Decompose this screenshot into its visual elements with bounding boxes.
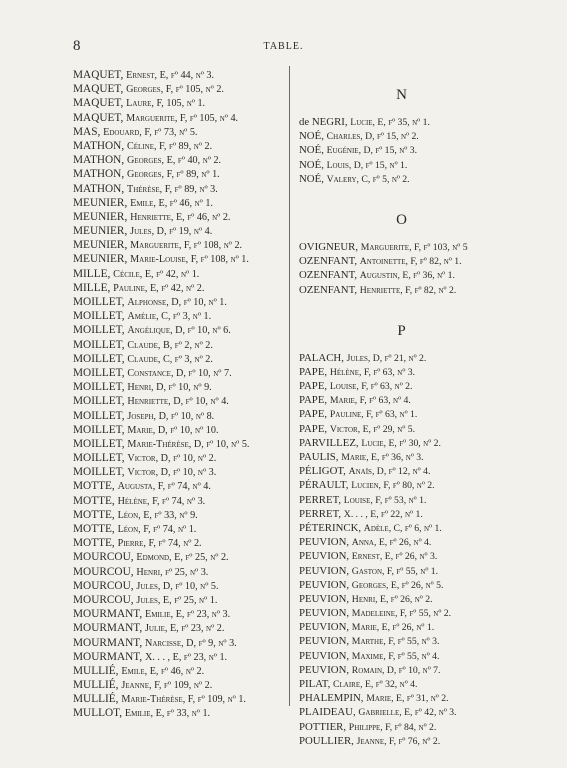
index-entry xyxy=(299,677,544,691)
entry-details: Anaïs, D, fº 12, nº 4. xyxy=(348,466,431,478)
index-entry xyxy=(299,365,544,379)
entry-details: Léon, F, fº 74, nº 1. xyxy=(117,524,197,535)
entry-surname: MOILLET, xyxy=(73,310,125,323)
index-entry xyxy=(73,593,283,607)
entry-details: Léon, E, fº 33, nº 9. xyxy=(117,509,198,521)
index-entry xyxy=(299,521,544,535)
entry-details: Victor, E, fº 29, nº 5. xyxy=(329,423,416,435)
section-p-entries xyxy=(299,351,544,748)
index-entry xyxy=(73,536,283,550)
entry-surname: MATHON, xyxy=(73,182,125,195)
index-entry xyxy=(299,158,544,172)
entry-details: Georges, E, fº 26, nº 5. xyxy=(351,579,444,591)
index-entry xyxy=(73,167,283,181)
index-entry xyxy=(299,436,544,450)
index-entry xyxy=(299,649,544,663)
entry-surname: NOÉ, xyxy=(299,130,324,143)
entry-details: Cécile, E, fº 42, nº 1. xyxy=(113,268,200,280)
entry-surname: MOTTE, xyxy=(73,480,115,493)
entry-details: Constance, D, fº 10, nº 7. xyxy=(127,367,232,379)
index-entry xyxy=(73,579,283,593)
entry-surname: MULLIÉ, xyxy=(73,679,119,692)
entry-surname: MAS, xyxy=(73,125,101,138)
entry-details: Marthe, F, fº 55, nº 3. xyxy=(351,636,440,648)
entry-details: Emilie, E, fº 23, nº 3. xyxy=(144,609,231,621)
entry-surname: NOÉ, xyxy=(299,172,324,185)
entry-details: Jules, D, fº 10, nº 5. xyxy=(136,580,219,592)
index-entry xyxy=(73,338,283,352)
index-entry xyxy=(73,409,283,423)
index-entry xyxy=(299,143,544,157)
entry-details: Jules, D, fº 19, nº 4. xyxy=(130,226,213,238)
entry-details: Lucie, E, fº 35, nº 1. xyxy=(350,117,430,128)
entry-details: Henri, D, fº 10, nº 9. xyxy=(127,382,212,394)
entry-details: Louise, F, fº 63, nº 2. xyxy=(329,381,413,393)
index-entry xyxy=(299,379,544,393)
entry-surname: PEUVION, xyxy=(299,564,350,577)
entry-surname: MOILLET, xyxy=(73,296,125,308)
index-entry xyxy=(73,281,283,295)
entry-details: Marie-Louise, F, fº 108, nº 1. xyxy=(130,254,249,266)
index-entry xyxy=(73,678,283,692)
entry-surname: MEUNIER, xyxy=(73,225,128,238)
index-entry xyxy=(299,407,544,421)
right-column xyxy=(299,68,544,748)
index-entry xyxy=(299,268,544,282)
index-entry xyxy=(299,283,544,297)
entry-surname: MOTTE, xyxy=(73,508,115,521)
index-entry xyxy=(299,393,544,407)
entry-details: Lucien, F, fº 80, nº 2. xyxy=(351,480,435,492)
entry-details: Joseph, D, fº 10, nº 8. xyxy=(127,410,215,422)
entry-details: Marguerite, F, fº 105, nº 4. xyxy=(126,112,239,124)
entry-surname: PEUVION, xyxy=(299,635,350,648)
entry-surname: MULLOT, xyxy=(73,707,123,720)
index-entry xyxy=(73,267,283,281)
index-entry xyxy=(299,464,544,478)
entry-surname: PILAT, xyxy=(299,678,331,690)
entry-details: Louis, D, fº 15, nº 1. xyxy=(326,159,408,171)
entry-details: Gabrielle, E, fº 42, nº 3. xyxy=(358,707,457,719)
index-entry xyxy=(73,366,283,380)
entry-surname: PHALEMPIN, xyxy=(299,692,364,705)
entry-details: Alphonse, D, fº 10, nº 1. xyxy=(127,297,227,308)
entry-surname: PÉRAULT, xyxy=(299,479,349,492)
entry-surname: MOILLET, xyxy=(73,338,125,351)
entry-details: Jules, D, fº 21, nº 2. xyxy=(346,352,427,364)
entry-details: Amélie, C, fº 3, nº 1. xyxy=(127,311,212,323)
entry-surname: OZENFANT, xyxy=(299,269,358,282)
entry-surname: MOILLET, xyxy=(73,423,125,436)
entry-details: Henri, fº 25, nº 3. xyxy=(136,566,209,578)
left-column xyxy=(73,68,283,721)
entry-surname: MILLE, xyxy=(73,267,111,280)
entry-surname: MEUNIER, xyxy=(73,210,128,223)
index-entry xyxy=(73,309,283,323)
entry-details: Georges, F, fº 105, nº 2. xyxy=(126,84,224,96)
page-number: 8 xyxy=(73,38,81,54)
entry-surname: OZENFANT, xyxy=(299,283,358,296)
index-entry xyxy=(299,422,544,436)
entry-surname: PÉTERINCK, xyxy=(299,521,362,534)
entry-details: Narcisse, D, fº 9, nº 3. xyxy=(144,637,237,649)
entry-surname: PAPE, xyxy=(299,394,328,407)
index-entry xyxy=(73,437,283,451)
entry-details: Marie-Thérèse, F, fº 109, nº 1. xyxy=(121,694,246,706)
entry-details: Hélène, F, fº 74, nº 3. xyxy=(117,495,206,507)
entry-surname: MOURCOU, xyxy=(73,593,134,606)
index-entry xyxy=(299,351,544,365)
entry-surname: OZENFANT, xyxy=(299,255,358,268)
entry-surname: MATHON, xyxy=(73,154,125,167)
entry-surname: MOILLET, xyxy=(73,395,125,408)
entry-surname: MOTTE, xyxy=(73,494,115,507)
entry-details: Louise, F, fº 53, nº 1. xyxy=(343,494,427,506)
index-entry xyxy=(73,82,283,96)
entry-surname: PEUVION, xyxy=(299,592,350,605)
index-entry xyxy=(299,450,544,464)
entry-details: Anna, E, fº 26, nº 4. xyxy=(351,537,432,549)
index-entry xyxy=(299,535,544,549)
index-entry xyxy=(73,153,283,167)
entry-surname: MOTTE, xyxy=(73,523,115,535)
entry-surname: MOURMANT, xyxy=(73,608,143,621)
entry-surname: MEUNIER, xyxy=(73,196,128,209)
entry-details: Céline, F, fº 89, nº 2. xyxy=(126,140,213,152)
index-entry xyxy=(299,493,544,507)
entry-details: Gaston, F, fº 55, nº 1. xyxy=(351,565,439,577)
entry-surname: PEUVION, xyxy=(299,621,350,634)
entry-details: Claire, E, fº 32, nº 4. xyxy=(333,679,418,690)
section-o-entries xyxy=(299,240,544,297)
entry-surname: MOILLET, xyxy=(73,366,125,379)
entry-surname: PAPE, xyxy=(299,365,328,378)
entry-details: Madeleine, F, fº 55, nº 2. xyxy=(351,608,452,620)
index-entry xyxy=(299,606,544,620)
entry-surname: MATHON, xyxy=(73,168,125,181)
entry-details: Valery, C, fº 5, nº 2. xyxy=(326,173,410,185)
index-entry xyxy=(73,692,283,706)
entry-details: Emile, E, fº 46, nº 2. xyxy=(121,665,205,677)
index-entry xyxy=(299,129,544,143)
entry-surname: PAPE, xyxy=(299,380,328,393)
entry-details: Claude, C, fº 3, nº 2. xyxy=(127,353,213,365)
entry-details: Marie, D, fº 10, nº 10. xyxy=(127,424,219,436)
entry-surname: MEUNIER, xyxy=(73,239,128,252)
entry-details: Edouard, F, fº 73, nº 5. xyxy=(103,126,198,138)
index-entry xyxy=(73,650,283,664)
index-entry xyxy=(299,549,544,563)
entry-surname: MOURCOU, xyxy=(73,551,134,564)
index-entry xyxy=(299,734,544,748)
entry-details: Marguerite, F, fº 108, nº 2. xyxy=(130,240,243,252)
section-letter-o: O xyxy=(396,211,407,228)
entry-details: Marie, E, fº 26, nº 1. xyxy=(351,622,435,634)
entry-details: Marie, E, fº 31, nº 2. xyxy=(366,693,449,705)
index-entry xyxy=(299,172,544,186)
entry-details: Marie, E, fº 36, nº 3. xyxy=(341,452,424,463)
entry-details: Georges, E, fº 40, nº 2. xyxy=(126,155,222,167)
index-entry xyxy=(73,125,283,139)
index-entry xyxy=(73,196,283,210)
entry-details: Thérèse, F, fº 89, nº 3. xyxy=(126,183,218,195)
index-entry xyxy=(73,565,283,579)
entry-surname: PEUVION, xyxy=(299,536,350,549)
index-entry xyxy=(73,508,283,522)
section-letter-p: P xyxy=(397,322,406,339)
entry-surname: POTTIER, xyxy=(299,720,347,733)
entry-details: Victor, D, fº 10, nº 3. xyxy=(127,467,217,479)
entry-surname: MAQUET, xyxy=(73,69,124,81)
entry-details: Henriette, F, fº 82, nº 2. xyxy=(359,284,457,296)
entry-details: Jules, E, fº 25, nº 1. xyxy=(136,594,218,606)
entry-surname: MATHON, xyxy=(73,139,125,152)
index-entry xyxy=(73,182,283,196)
entry-details: Pauline, E, fº 42, nº 2. xyxy=(113,282,205,294)
index-entry xyxy=(299,507,544,521)
entry-details: Emilie, E, fº 33, nº 1. xyxy=(124,708,211,720)
entry-details: Ernest, E, fº 44, nº 3. xyxy=(126,70,215,81)
index-entry xyxy=(73,111,283,125)
entry-surname: PÉLIGOT, xyxy=(299,465,346,478)
index-entry xyxy=(73,238,283,252)
entry-details: Henri, E, fº 26, nº 2. xyxy=(351,593,433,605)
entry-surname: MOURCOU, xyxy=(73,579,134,592)
entry-surname: MOILLET, xyxy=(73,437,125,450)
entry-surname: PAPE, xyxy=(299,422,328,435)
index-entry xyxy=(299,720,544,734)
entry-details: Augusta, F, fº 74, nº 4. xyxy=(117,481,211,493)
entry-details: Marie, F, fº 63, nº 4. xyxy=(329,395,411,407)
index-entry xyxy=(73,295,283,309)
entry-details: Edmond, E, fº 25, nº 2. xyxy=(136,552,229,564)
index-entry xyxy=(73,352,283,366)
entry-details: X. . . , E, fº 23, nº 1. xyxy=(144,651,228,663)
index-entry xyxy=(299,478,544,492)
entry-details: Ernest, E, fº 26, nº 3. xyxy=(351,551,438,563)
index-entry xyxy=(73,380,283,394)
entry-surname: PARVILLEZ, xyxy=(299,436,359,449)
entry-surname: MOILLET, xyxy=(73,409,125,422)
entry-details: Emile, E, fº 46, nº 1. xyxy=(130,197,213,209)
entry-surname: PEUVION, xyxy=(299,663,350,676)
index-entry xyxy=(73,479,283,493)
entry-details: Henriette, E, fº 46, nº 2. xyxy=(130,211,231,223)
entry-details: Pauline, F, fº 63, nº 1. xyxy=(329,409,418,421)
entry-details: Pierre, F, fº 74, nº 2. xyxy=(117,538,202,550)
entry-surname: MOURCOU, xyxy=(73,565,134,578)
index-entry xyxy=(73,621,283,635)
index-entry xyxy=(73,465,283,479)
index-entry xyxy=(299,663,544,677)
entry-surname: PEUVION, xyxy=(299,649,350,662)
entry-surname: MULLIÉ, xyxy=(73,693,119,706)
entry-details: Charles, D, fº 15, nº 2. xyxy=(326,131,419,143)
index-entry xyxy=(73,522,283,536)
entry-details: Lucie, E, fº 30, nº 2. xyxy=(361,437,441,449)
entry-surname: PERRET, xyxy=(299,507,342,520)
entry-surname: PEUVION, xyxy=(299,578,350,591)
index-entry xyxy=(299,254,544,268)
entry-details: Victor, D, fº 10, nº 2. xyxy=(127,453,217,465)
index-entry xyxy=(299,634,544,648)
index-entry xyxy=(299,240,544,254)
entry-details: Laure, F, 105, nº 1. xyxy=(126,98,206,110)
entry-details: Maxime, F, fº 55, nº 4. xyxy=(351,650,440,662)
index-entry xyxy=(73,607,283,621)
entry-surname: MOILLET, xyxy=(73,381,125,394)
index-entry xyxy=(73,550,283,564)
entry-surname: MAQUET, xyxy=(73,83,124,96)
entry-surname: MOURMANT, xyxy=(73,650,143,663)
entry-surname: PALACH, xyxy=(299,351,344,364)
index-entry xyxy=(299,564,544,578)
entry-surname: OVIGNEUR, xyxy=(299,240,359,253)
entry-details: Julie, E, fº 23, nº 2. xyxy=(144,623,225,635)
entry-surname: MOURMANT, xyxy=(73,636,143,649)
index-entry xyxy=(73,636,283,650)
entry-details: Angélique, D, fº 10, nº 6. xyxy=(127,325,231,337)
entry-details: Georges, F, fº 89, nº 1. xyxy=(126,169,220,181)
entry-surname: de NEGRI, xyxy=(299,116,348,128)
entry-details: Philippe, F, fº 84, nº 2. xyxy=(348,721,437,733)
entry-surname: MILLE, xyxy=(73,281,111,294)
index-entry xyxy=(299,705,544,719)
index-entry xyxy=(299,115,544,129)
entry-details: Eugénie, D, fº 15, nº 3. xyxy=(326,145,418,157)
entry-surname: MEUNIER, xyxy=(73,253,128,266)
index-entry xyxy=(73,139,283,153)
entry-details: X. . . , E, fº 22, nº 1. xyxy=(343,508,423,520)
entry-surname: PEUVION, xyxy=(299,607,350,620)
entry-surname: PAPE, xyxy=(299,408,328,421)
entry-details: Jeanne, F, fº 109, nº 2. xyxy=(121,680,213,692)
index-entry xyxy=(73,323,283,337)
index-entry xyxy=(73,706,283,720)
section-letter-n: N xyxy=(396,87,407,103)
index-entry xyxy=(299,620,544,634)
entry-surname: PLAIDEAU, xyxy=(299,706,356,719)
index-entry xyxy=(73,96,283,110)
index-entry xyxy=(299,592,544,606)
entry-details: Augustin, E, fº 36, nº 1. xyxy=(359,270,455,282)
entry-details: Henriette, D, fº 10, nº 4. xyxy=(127,396,229,408)
index-entry xyxy=(73,423,283,437)
index-entry xyxy=(299,578,544,592)
entry-details: Claude, B, fº 2, nº 2. xyxy=(127,339,213,351)
entry-details: Hélène, F, fº 63, nº 3. xyxy=(329,366,416,378)
entry-surname: MULLIÉ, xyxy=(73,664,119,677)
entry-surname: MOILLET, xyxy=(73,452,125,465)
entry-surname: MAQUET, xyxy=(73,97,124,110)
entry-details: Antoinette, F, fº 82, nº 1. xyxy=(359,256,462,268)
column-divider xyxy=(289,66,290,706)
section-n-entries xyxy=(299,115,544,186)
index-entry xyxy=(73,664,283,678)
index-entry xyxy=(73,494,283,508)
entry-surname: MOILLET, xyxy=(73,352,125,365)
entry-surname: NOÉ, xyxy=(299,158,324,171)
entry-details: Jeanne, F, fº 76, nº 2. xyxy=(356,735,441,747)
entry-surname: PEUVION, xyxy=(299,550,350,563)
entry-surname: MOILLET, xyxy=(73,466,125,479)
entry-details: Romain, D, fº 10, nº 7. xyxy=(351,664,441,676)
index-entry xyxy=(299,691,544,705)
index-entry xyxy=(73,394,283,408)
index-entry xyxy=(73,68,283,82)
entry-surname: POULLIER, xyxy=(299,734,354,747)
entry-details: Marguerite, F, fº 103, nº 5 xyxy=(360,241,468,253)
entry-surname: MAQUET, xyxy=(73,111,124,124)
index-entry xyxy=(73,451,283,465)
entry-surname: MOTTE, xyxy=(73,537,115,550)
index-entry xyxy=(73,224,283,238)
entry-surname: NOÉ, xyxy=(299,144,324,157)
entry-surname: PAULIS, xyxy=(299,451,339,463)
entry-surname: MOILLET, xyxy=(73,324,125,337)
entry-surname: MOURMANT, xyxy=(73,622,143,635)
entry-details: Marie-Thérèse, D, fº 10, nº 5. xyxy=(127,438,250,450)
entry-surname: PERRET, xyxy=(299,493,342,506)
index-entry xyxy=(73,210,283,224)
running-head: TABLE. xyxy=(263,41,304,52)
entry-details: Adèle, C, fº 6, nº 1. xyxy=(363,522,442,534)
index-entry xyxy=(73,252,283,266)
